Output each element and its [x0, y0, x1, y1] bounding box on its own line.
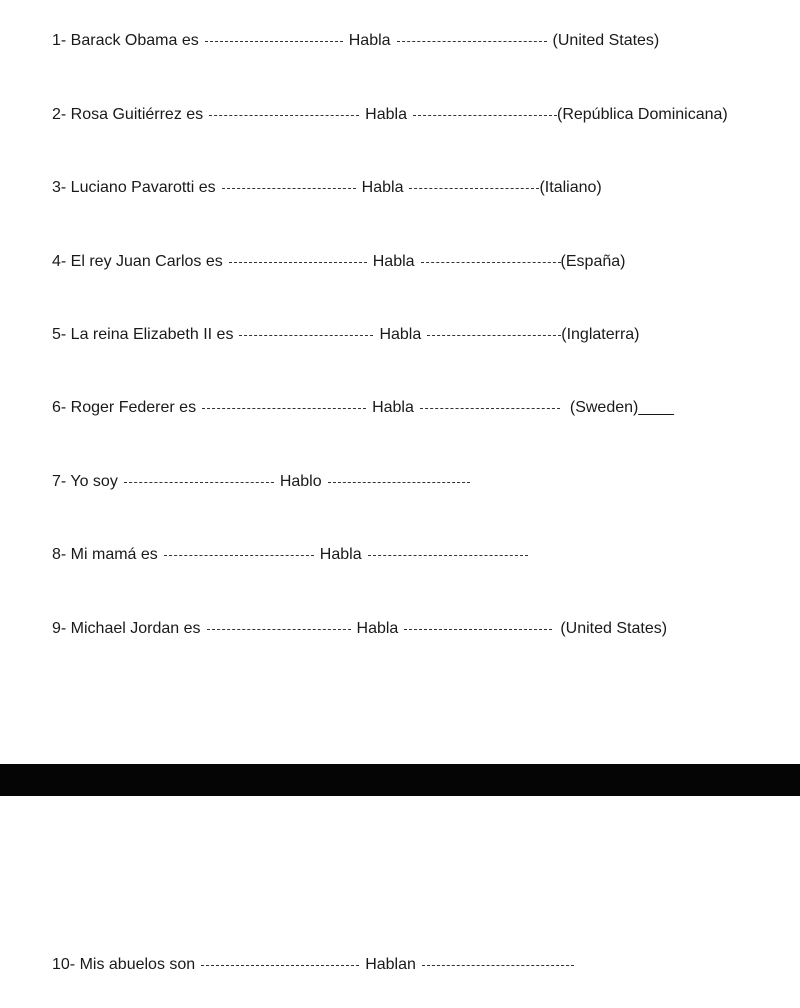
- item-7: [52, 473, 476, 491]
- item-subject: 7- Yo soy: [52, 473, 118, 490]
- black-band: [0, 764, 800, 796]
- item-subject: 5- La reina Elizabeth II es: [52, 326, 234, 343]
- answer-blank: [124, 482, 274, 483]
- answer-blank: [164, 555, 314, 556]
- item-subject: 8- Mi mamá es: [52, 546, 158, 563]
- answer-blank: [207, 629, 351, 630]
- item-8: [52, 546, 534, 564]
- answer-blank: [409, 188, 539, 189]
- item-verb: Habla: [379, 326, 422, 343]
- item-9: [52, 620, 667, 638]
- item-verb: Habla: [348, 32, 391, 49]
- item-subject: 9- Michael Jordan es: [52, 620, 201, 637]
- item-verb: Hablo: [279, 473, 322, 490]
- answer-blank: [201, 965, 359, 966]
- item-hint: (United States): [560, 620, 668, 637]
- answer-blank: [229, 262, 367, 263]
- item-hint: (Italiano): [539, 179, 602, 196]
- item-hint: (Sweden): [569, 399, 639, 416]
- answer-blank: [202, 408, 366, 409]
- item-verb: Habla: [361, 179, 404, 196]
- item-subject: 4- El rey Juan Carlos es: [52, 253, 223, 270]
- answer-blank: [222, 188, 356, 189]
- item-subject: 1- Barack Obama es: [52, 32, 199, 49]
- answer-blank: [209, 115, 359, 116]
- item-hint: (España): [560, 253, 626, 270]
- answer-blank: [397, 41, 547, 42]
- item-trail: ____: [638, 399, 674, 416]
- answer-blank: [404, 629, 552, 630]
- item-subject: 3- Luciano Pavarotti es: [52, 179, 216, 196]
- answer-blank: [239, 335, 373, 336]
- answer-blank: [421, 262, 561, 263]
- item-verb: Habla: [319, 546, 362, 563]
- item-verb: Habla: [372, 253, 415, 270]
- answer-blank: [205, 41, 343, 42]
- answer-blank: [420, 408, 560, 409]
- item-verb: Habla: [356, 620, 399, 637]
- item-subject: 6- Roger Federer es: [52, 399, 197, 416]
- item-1: [52, 32, 659, 50]
- item-10: [52, 956, 580, 974]
- item-2: [52, 106, 728, 124]
- answer-blank: [368, 555, 528, 556]
- item-verb: Hablan: [365, 956, 416, 973]
- item-4: [52, 253, 625, 271]
- answer-blank: [328, 482, 470, 483]
- answer-blank: [427, 335, 561, 336]
- item-subject: 2- Rosa Guitiérrez es: [52, 106, 204, 123]
- item-5: [52, 326, 640, 344]
- item-6: [52, 399, 674, 417]
- item-verb: Habla: [365, 106, 407, 123]
- item-subject: 10- Mis abuelos son: [52, 956, 196, 973]
- answer-blank: [413, 115, 557, 116]
- item-3: [52, 179, 602, 197]
- answer-blank: [422, 965, 574, 966]
- item-hint: (República Dominicana): [556, 106, 728, 123]
- item-hint: (Inglaterra): [561, 326, 640, 343]
- item-hint: (United States): [552, 32, 660, 49]
- item-verb: Habla: [372, 399, 414, 416]
